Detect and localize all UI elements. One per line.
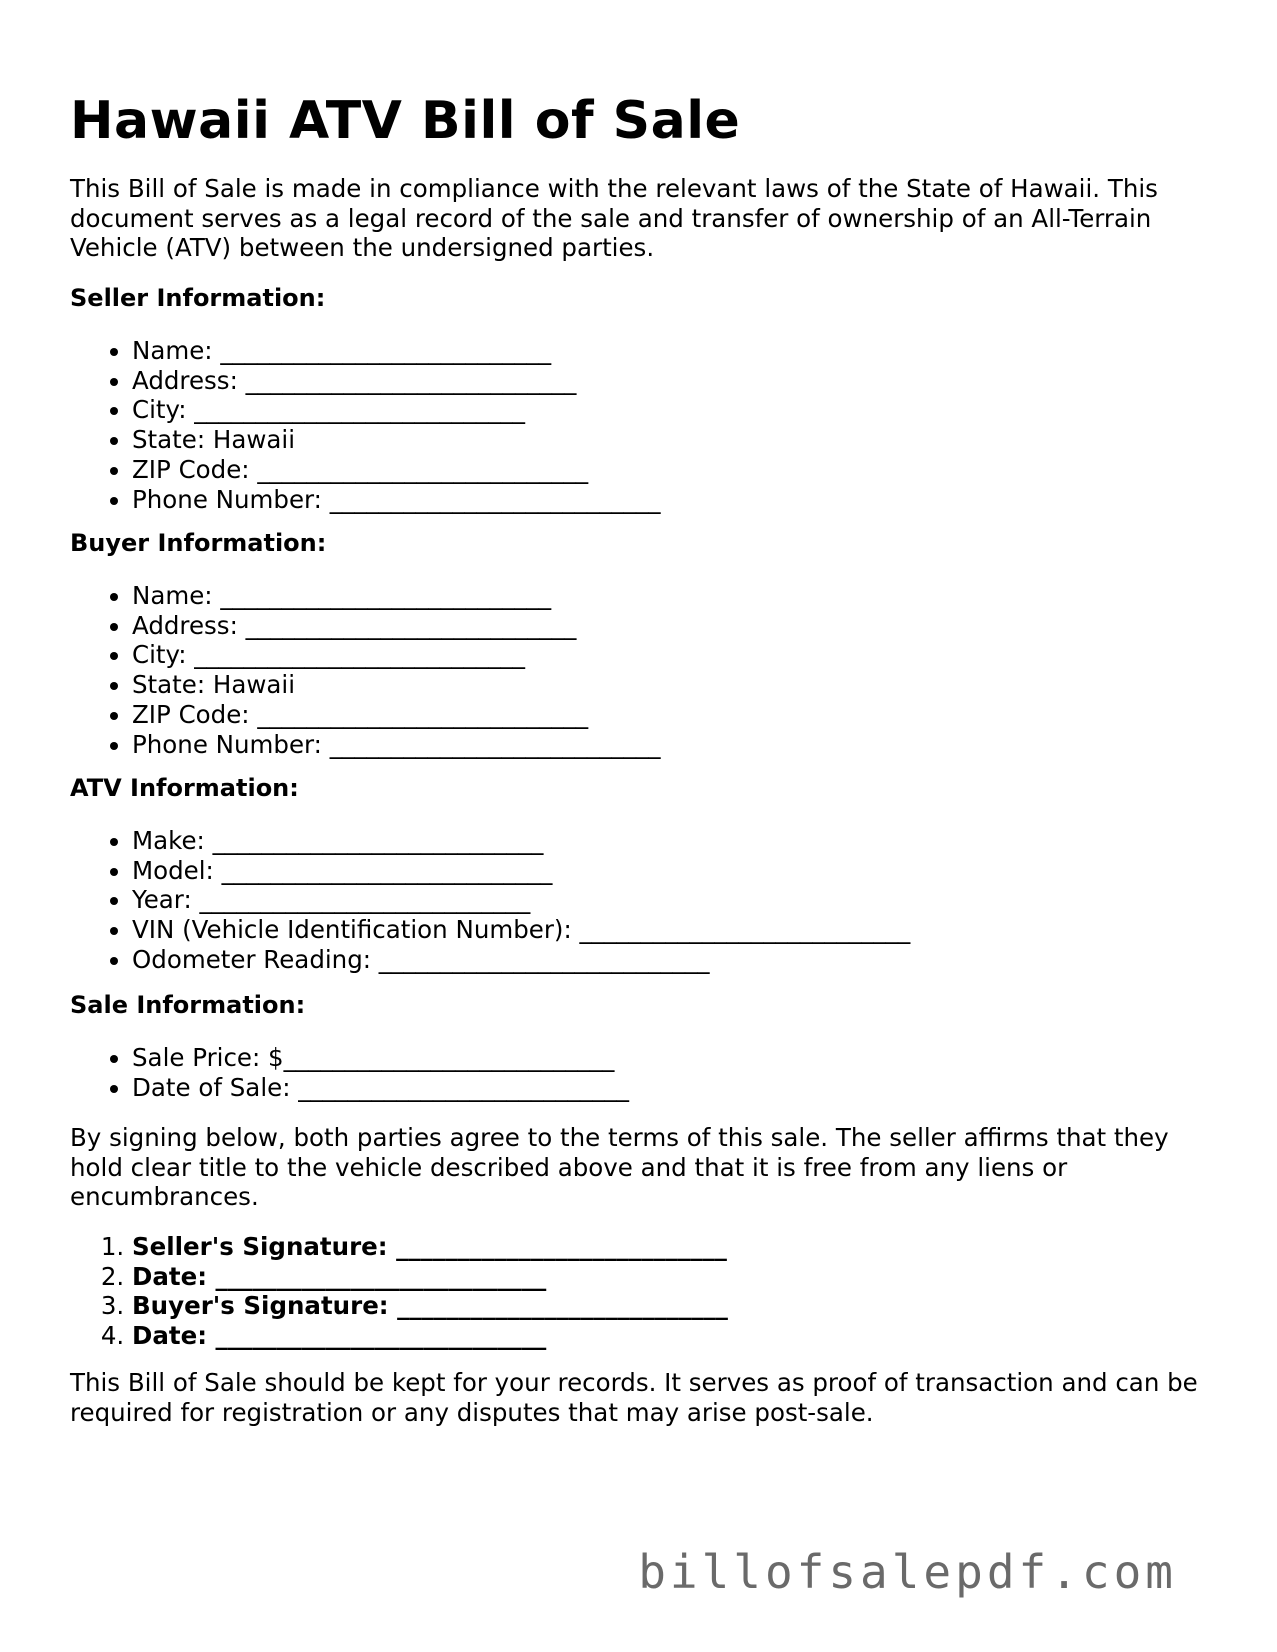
watermark: billofsalepdf.com (638, 1545, 1177, 1599)
seller-heading: Seller Information: (70, 284, 326, 312)
atv-odometer-field: • Odometer Reading: ___________________________ (132, 945, 910, 975)
buyer-state-field: • State: Hawaii (132, 670, 660, 700)
agreement-paragraph: By signing below, both parties agree to the terms of this sale. The seller affirms that they hold clear title to the vehicle described above and that it is free from any liens or encumbrances. (70, 1123, 1169, 1211)
signature-list (70, 1232, 728, 1351)
seller-phone-field: • Phone Number: ___________________________ (132, 485, 660, 515)
intro-paragraph: This Bill of Sale is made in compliance with the relevant laws of the State of Hawaii. This document serves as a legal record of the sale and transfer of ownership of an All-Terrain Vehicle (ATV) between the undersigned parties. (70, 174, 1158, 262)
atv-fields-list (70, 826, 910, 975)
seller-fields-list (70, 336, 660, 514)
buyer-phone-field: • Phone Number: ___________________________ (132, 730, 660, 760)
sale-fields-list (70, 1043, 629, 1102)
atv-model-field: • Model: ___________________________ (132, 856, 910, 886)
seller-city-field: • City: ___________________________ (132, 395, 660, 425)
atv-make-field: • Make: ___________________________ (132, 826, 910, 856)
buyer-signature-text: Buyer's Signature: ___________________________ (132, 1291, 728, 1321)
sale-price-field: • Sale Price: $___________________________ (132, 1043, 629, 1073)
buyer-signature-line (132, 1291, 728, 1321)
buyer-fields-list (70, 581, 660, 759)
seller-state-field: • State: Hawaii (132, 425, 660, 455)
buyer-date-line (132, 1321, 728, 1351)
atv-year-field: • Year: ___________________________ (132, 885, 910, 915)
seller-zip-field: • ZIP Code: ___________________________ (132, 455, 660, 485)
seller-signature-text: Seller's Signature: ___________________________ (132, 1232, 727, 1261)
closing-paragraph: This Bill of Sale should be kept for your records. It serves as proof of transaction and can be required for registration or any disputes that may arise post-sale. (70, 1368, 1198, 1427)
buyer-name-field: • Name: ___________________________ (132, 581, 660, 611)
buyer-date-text: Date: ___________________________ (132, 1321, 547, 1351)
seller-date-text: Date: ___________________________ (132, 1261, 547, 1291)
seller-date-line (132, 1262, 728, 1292)
sale-heading: Sale Information: (70, 991, 306, 1019)
sale-date-field: • Date of Sale: ___________________________ (132, 1073, 629, 1103)
seller-address-field: • Address: ___________________________ (132, 366, 660, 396)
atv-heading: ATV Information: (70, 774, 299, 802)
buyer-zip-field: • ZIP Code: ___________________________ (132, 700, 660, 730)
buyer-city-field: • City: ___________________________ (132, 640, 660, 670)
buyer-heading: Buyer Information: (70, 529, 327, 557)
document-title: Hawaii ATV Bill of Sale (70, 91, 741, 151)
seller-signature-line (132, 1232, 728, 1262)
atv-vin-field: • VIN (Vehicle Identification Number): ___________________________ (132, 915, 910, 945)
seller-name-field: • Name: ___________________________ (132, 336, 660, 366)
buyer-address-field: • Address: ___________________________ (132, 611, 660, 641)
